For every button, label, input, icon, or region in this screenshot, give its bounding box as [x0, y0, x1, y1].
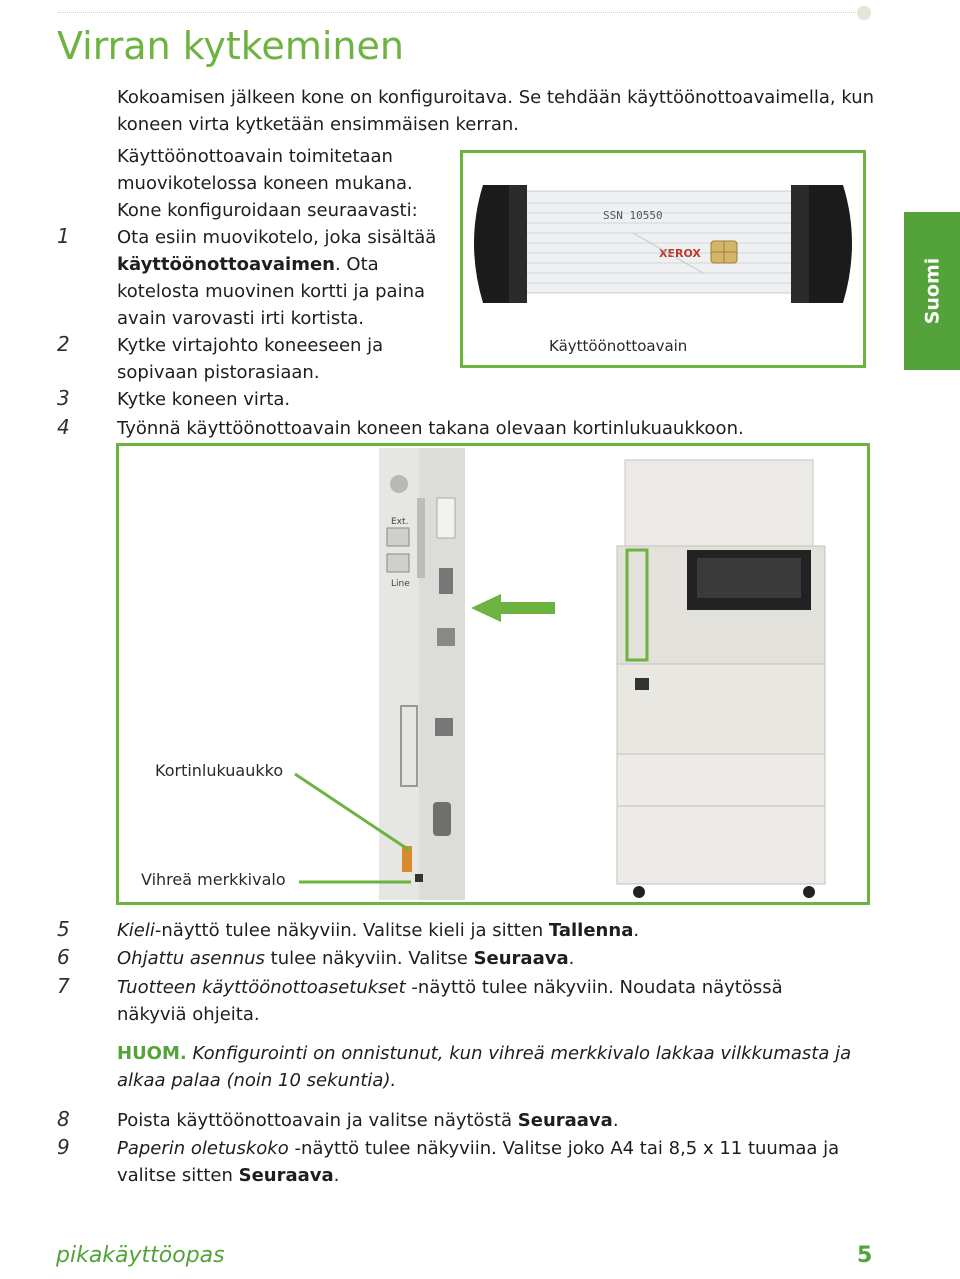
key-case-image	[460, 150, 866, 368]
step6-bold: Seuraava	[473, 948, 569, 969]
step1-line-3: kotelosta muovinen kortti ja paina	[117, 281, 426, 302]
step1-line-2	[117, 251, 379, 278]
note-line-1	[117, 1040, 851, 1067]
step7-number: 7	[57, 974, 70, 998]
step1-key-term: käyttöönottoavaimen	[117, 254, 335, 275]
step6-italic: Ohjattu asennus	[117, 948, 265, 969]
step9-l2: valitse sitten	[117, 1165, 239, 1186]
step6-end: .	[568, 948, 575, 969]
card-slot-image	[116, 443, 870, 905]
note-text-2: alkaa palaa (noin 10 sekuntia).	[117, 1070, 397, 1091]
step8-number: 8	[57, 1107, 70, 1131]
step1-line-2-rest: . Ota	[334, 254, 379, 275]
card-slot-caption: Kortinlukuaukko	[155, 761, 284, 780]
step1-line-1: Ota esiin muovikotelo, joka sisältää	[117, 227, 437, 248]
step7-italic: Tuotteen käyttöönottoasetukset	[117, 977, 406, 998]
step8-bold: Seuraava	[517, 1110, 613, 1131]
top-dot	[857, 6, 871, 20]
intro-line-2: koneen virta kytketään ensimmäisen kerran.	[117, 114, 519, 135]
step8-text: Poista käyttöönottoavain ja valitse näytöstä	[117, 1110, 518, 1131]
step1-pre-2: muovikotelossa koneen mukana.	[117, 173, 413, 194]
step8-end: .	[612, 1110, 619, 1131]
step5-end: .	[633, 920, 640, 941]
step3-number: 3	[57, 386, 70, 410]
note-line-2	[117, 1067, 396, 1094]
step2-line-2: sopivaan pistorasiaan.	[117, 362, 320, 383]
step9-text: -näyttö tulee näkyviin. Valitse joko A4 tai 8,5 x 11 tuumaa ja	[288, 1138, 840, 1159]
step1-pre-1: Käyttöönottoavain toimitetaan	[117, 146, 393, 167]
step9-line-1	[117, 1135, 839, 1162]
step7-line-2: näkyviä ohjeita.	[117, 1004, 260, 1025]
step2-line-1: Kytke virtajohto koneeseen ja	[117, 335, 384, 356]
port-ext-label: Ext.	[391, 517, 409, 527]
key-serial-label: SSN 10550	[603, 209, 663, 222]
step5-text: -näyttö tulee näkyviin. Valitse kieli ja sitten	[154, 920, 549, 941]
step8-line-1	[117, 1107, 619, 1134]
step3-line-1: Kytke koneen virta.	[117, 389, 291, 410]
step1-line-4: avain varovasti irti kortista.	[117, 308, 365, 329]
step6-number: 6	[57, 945, 70, 969]
step2-number: 2	[57, 332, 70, 356]
note-text-1: Konfigurointi on onnistunut, kun vihreä merkkivalo lakkaa vilkkumasta ja	[186, 1043, 852, 1064]
language-tab	[904, 212, 960, 370]
step9-italic: Paperin oletuskoko	[117, 1138, 289, 1159]
step1-pre-3: Kone konfiguroidaan seuraavasti:	[117, 200, 418, 221]
key-caption: Käyttöönottoavain	[549, 337, 688, 355]
xerox-logo-text: XEROX	[659, 247, 701, 260]
page-title: Virran kytkeminen	[57, 24, 404, 68]
step4-line-1: Työnnä käyttöönottoavain koneen takana olevaan kortinlukuaukkoon.	[117, 418, 744, 439]
machine-illustration	[119, 446, 867, 902]
footer-guide-name: pikakäyttöopas	[56, 1243, 225, 1268]
step6-line-1	[117, 945, 574, 972]
intro-line-1: Kokoamisen jälkeen kone on konfiguroitava. Se tehdään käyttöönottoavaimella, kun	[117, 87, 875, 108]
led-caption: Vihreä merkkivalo	[141, 870, 286, 889]
port-line-label: Line	[391, 579, 410, 589]
step5-line-1	[117, 917, 639, 944]
step4-number: 4	[57, 415, 70, 439]
page-number: 5	[857, 1243, 873, 1268]
key-case-illustration	[463, 153, 863, 365]
top-rule	[58, 12, 858, 13]
step6-text: tulee näkyviin. Valitse	[264, 948, 474, 969]
step9-number: 9	[57, 1135, 70, 1159]
step5-number: 5	[57, 917, 70, 941]
step7-text: -näyttö tulee näkyviin. Noudata näytössä	[405, 977, 783, 998]
step9-line-2	[117, 1162, 339, 1189]
step1-number: 1	[57, 224, 70, 248]
step5-bold: Tallenna	[548, 920, 634, 941]
note-label: HUOM.	[117, 1043, 187, 1064]
step7-line-1	[117, 974, 783, 1001]
step9-bold: Seuraava	[238, 1165, 334, 1186]
step9-end: .	[333, 1165, 340, 1186]
language-tab-label: Suomi	[921, 257, 944, 325]
step5-italic: Kieli	[117, 920, 155, 941]
